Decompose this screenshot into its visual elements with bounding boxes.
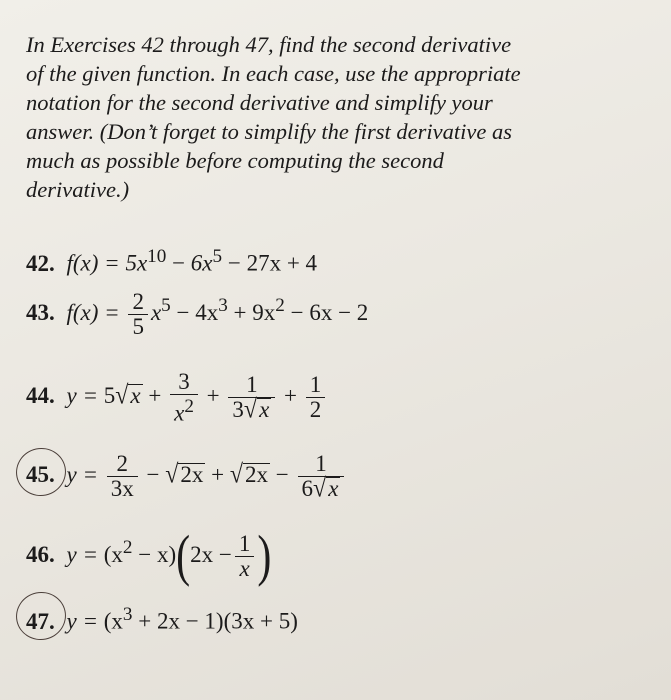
radical-sign-icon: √: [243, 396, 258, 425]
fraction: [298, 451, 345, 504]
exponent: 3: [122, 604, 133, 625]
square-root: [313, 474, 340, 504]
radicand: x: [328, 476, 339, 501]
exponent: 5: [161, 295, 171, 317]
operator: +: [284, 383, 298, 409]
pen-circle-mark: [12, 587, 71, 644]
instruction-line: In Exercises 42 through 47, find the second derivative: [26, 32, 512, 57]
denominator: [298, 474, 345, 504]
exponent: 5: [212, 246, 223, 267]
numerator: 1: [238, 531, 251, 556]
term: + 9x: [227, 299, 276, 325]
square-root: [165, 462, 205, 489]
exercise-47: [26, 604, 298, 635]
exercise-number: 47.: [26, 608, 55, 634]
instruction-line: derivative.): [26, 177, 130, 202]
instruction-line: of the given function. In each case, use the appropriate: [26, 61, 521, 86]
function-lhs: y =: [66, 541, 98, 567]
fraction: [107, 452, 138, 501]
instruction-line: much as possible before computing the second: [26, 148, 444, 173]
numerator: 2: [132, 289, 144, 314]
radicand: 2x: [245, 461, 269, 487]
right-paren-icon: ): [257, 525, 272, 588]
operator: −: [166, 250, 191, 276]
denominator: [170, 394, 198, 426]
exercise-45: [26, 451, 347, 504]
function-lhs: y =: [66, 608, 98, 634]
radical-sign-icon: √: [165, 460, 179, 490]
factor: − x): [132, 541, 177, 567]
term: − 27x + 4: [222, 250, 318, 276]
term: 6x: [190, 250, 213, 276]
operator: +: [148, 383, 162, 409]
exponent: 2: [122, 537, 133, 559]
exponent: 3: [218, 295, 228, 317]
exponent: 2: [275, 295, 285, 317]
numerator: 1: [315, 451, 327, 476]
fraction: [228, 372, 275, 425]
operator: +: [211, 461, 225, 487]
fraction: [170, 370, 198, 426]
square-root: [243, 396, 271, 425]
exercise-number: 46.: [26, 541, 55, 567]
denominator: [228, 396, 275, 425]
exercise-42: [26, 246, 317, 277]
term: x: [150, 299, 162, 325]
numerator: 3: [178, 369, 190, 394]
term: 5x: [125, 250, 148, 276]
function-lhs: f(x) =: [66, 299, 120, 325]
operator: +: [206, 383, 220, 409]
exercise-number: 44.: [26, 383, 55, 409]
exercise-44: [26, 370, 328, 426]
left-paren-icon: (: [176, 525, 191, 588]
square-root: [230, 462, 270, 489]
factor: (x: [103, 608, 123, 634]
instruction-line: notation for the second derivative and simplify your: [26, 90, 493, 115]
exercise-number: 45.: [26, 461, 55, 487]
denominator: x: [235, 556, 255, 581]
instruction-line: answer. (Don’t forget to simplify the first derivative as: [26, 119, 513, 144]
radicand: x: [259, 397, 270, 423]
denominator-base: x: [174, 400, 185, 426]
radical-sign-icon: √: [229, 460, 244, 490]
coefficient: 5: [103, 383, 116, 409]
denominator-coefficient: 6: [301, 476, 314, 501]
denominator: 3x: [107, 476, 138, 501]
numerator: 1: [309, 372, 322, 398]
radicand: x: [130, 383, 141, 409]
factor: (x: [103, 541, 123, 567]
square-root: [115, 383, 142, 410]
fraction: [128, 290, 148, 339]
exercise-46: [26, 525, 272, 588]
exponent: 10: [147, 246, 167, 267]
term: − 4x: [170, 299, 219, 325]
operator: −: [146, 461, 160, 487]
exponent: 2: [184, 396, 194, 417]
factor: + 2x − 1)(3x + 5): [132, 608, 298, 634]
fraction: [306, 373, 326, 422]
denominator: 5: [128, 314, 148, 339]
radical-sign-icon: √: [313, 474, 327, 504]
radicand: 2x: [180, 461, 204, 487]
fraction: [235, 532, 255, 581]
exercise-number: 42.: [26, 250, 55, 276]
function-lhs: y =: [66, 461, 98, 487]
term: − 6x − 2: [284, 299, 369, 325]
operator: −: [275, 461, 289, 487]
denominator: 2: [306, 397, 326, 422]
denominator-coefficient: 3: [232, 397, 244, 423]
function-lhs: y =: [66, 383, 98, 409]
factor: 2x −: [190, 541, 232, 567]
radical-sign-icon: √: [115, 381, 129, 411]
exercise-43: [26, 290, 368, 339]
numerator: 1: [246, 372, 258, 398]
exercise-instructions: [26, 30, 656, 204]
function-lhs: f(x) =: [66, 250, 120, 276]
exercise-number: 43.: [26, 299, 55, 325]
numerator: 2: [116, 451, 128, 476]
